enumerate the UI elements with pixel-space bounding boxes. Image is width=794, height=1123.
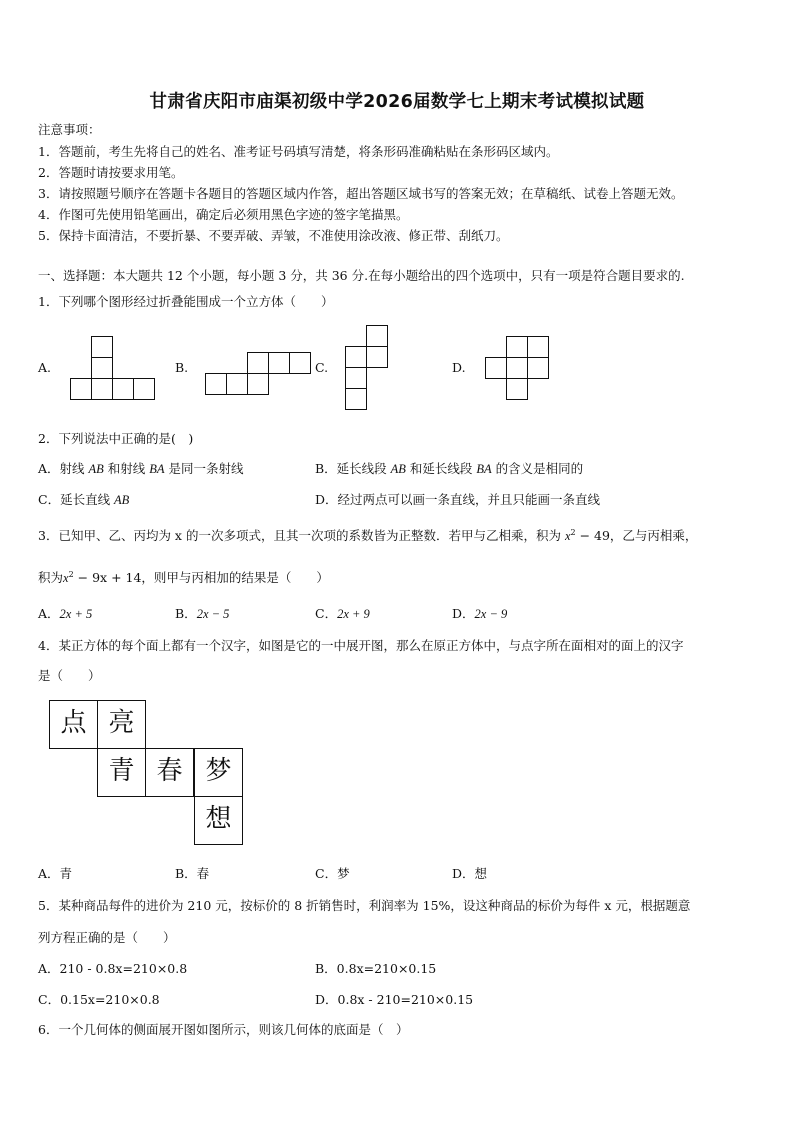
notice-item-1: 1．答题前，考生先将自己的姓名、准考证号码填写清楚，将条形码准确粘贴在条形码区域内。 [38, 144, 559, 159]
q1-label-d: D. [452, 360, 466, 375]
q3-option-b: B．2x − 5 [175, 606, 230, 621]
notice-item-5: 5．保持卡面清洁，不要折暴、不要弄破、弄皱，不准使用涂改液、修正带、刮纸刀。 [38, 228, 509, 243]
net-cell: 想 [194, 796, 243, 845]
q5-stem-line1: 5．某种商品每件的进价为 210 元，按标价的 8 折销售时，利润率为 15%，设这种商品的标价为每件 x 元，根据题意 [38, 898, 691, 913]
q2-option-d: D．经过两点可以画一条直线，并且只能画一条直线 [315, 492, 601, 507]
q4-option-c: C．梦 [315, 866, 350, 881]
q5-option-c: C．0.15x=210×0.8 [38, 992, 160, 1007]
q5-option-d: D．0.8x - 210=210×0.15 [315, 992, 474, 1007]
q5-stem-line2: 列方程正确的是（ ） [38, 930, 176, 945]
q2-stem: 2．下列说法中正确的是( ) [38, 431, 194, 446]
q5-option-b: B．0.8x=210×0.15 [315, 961, 437, 976]
q2-option-b: B．延长线段 AB 和延长线段 BA 的含义是相同的 [315, 461, 584, 476]
q4-option-b: B．春 [175, 866, 210, 881]
q4-stem-line2: 是（ ） [38, 668, 101, 683]
q1-label-a: A. [38, 360, 52, 375]
notice-item-4: 4．作图可先使用铅笔画出，确定后必须用黑色字迹的签字笔描黑。 [38, 207, 409, 222]
q2-option-a: A．射线 AB 和射线 BA 是同一条射线 [38, 461, 244, 476]
net-cell: 春 [145, 748, 194, 797]
notice-item-2: 2．答题时请按要求用笔。 [38, 165, 184, 180]
q4-stem-line1: 4．某正方体的每个面上都有一个汉字，如图是它的一中展开图，那么在原正方体中，与点字所在面相对的面上的汉字 [38, 638, 684, 653]
page-title: 甘肃省庆阳市庙渠初级中学2026届数学七上期末考试模拟试题 [149, 92, 645, 112]
q3-option-a: A．2x + 5 [38, 606, 93, 621]
net-cell: 亮 [97, 700, 146, 749]
notice-item-3: 3．请按照题号顺序在答题卡各题目的答题区域内作答，超出答题区域书写的答案无效；在草稿纸、试卷上答题无效。 [38, 186, 684, 201]
q4-option-d: D．想 [452, 866, 488, 881]
q3-option-c: C．2x + 9 [315, 606, 370, 621]
net-cell: 青 [97, 748, 146, 797]
net-cell: 梦 [194, 748, 243, 797]
section-heading: 一、选择题：本大题共 12 个小题，每小题 3 分，共 36 分.在每小题给出的四个选项中，只有一项是符合题目要求的. [38, 268, 685, 283]
q3-option-d: D．2x − 9 [452, 606, 508, 621]
q1-stem: 1．下列哪个图形经过折叠能围成一个立方体（ ） [38, 294, 334, 309]
q3-stem-line2: 积为$x^2 - 9x + 14$，则甲与丙相加的结果是（ ） [38, 570, 329, 585]
q3-stem-line1: 3．已知甲、乙、丙均为 x 的一次多项式，且其一次项的系数皆为正整数．若甲与乙相乘，积为 $x^2 - 49$，乙与丙相乘， [38, 528, 698, 543]
q1-label-c: C. [315, 360, 329, 375]
notice-heading: 注意事项： [38, 122, 101, 137]
q1-label-b: B. [175, 360, 189, 375]
q4-option-a: A．青 [38, 866, 73, 881]
q5-option-a: A．210 - 0.8x=210×0.8 [38, 961, 188, 976]
q2-option-c: C．延长直线 AB [38, 492, 130, 507]
q6-stem: 6．一个几何体的侧面展开图如图所示，则该几何体的底面是（ ） [38, 1022, 409, 1037]
net-cell: 点 [49, 700, 98, 749]
